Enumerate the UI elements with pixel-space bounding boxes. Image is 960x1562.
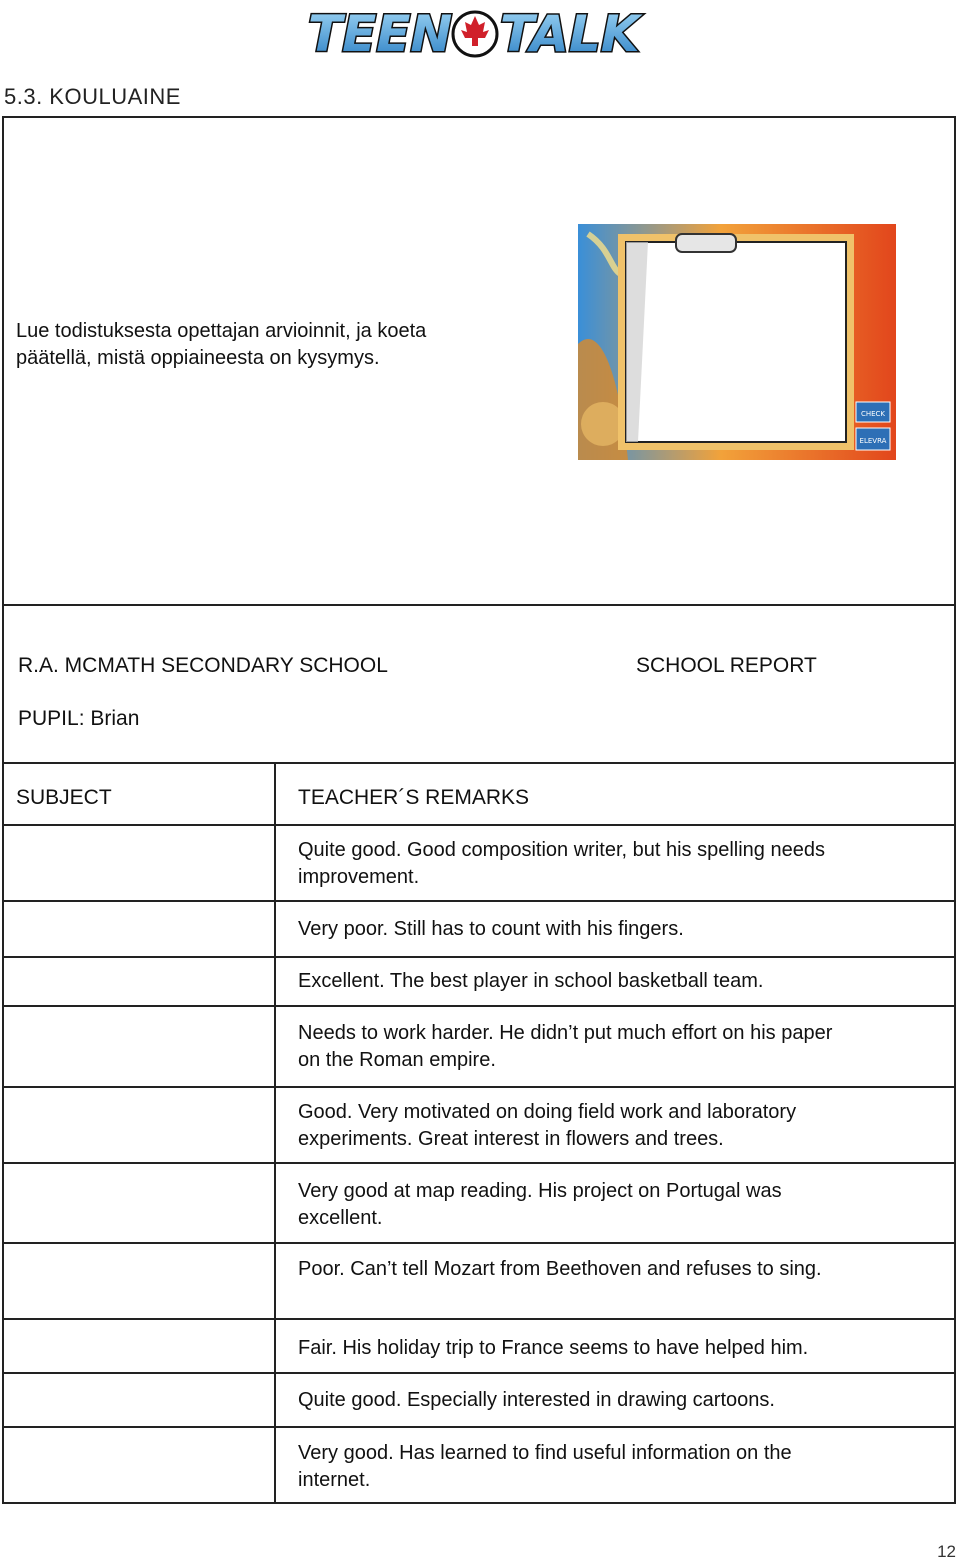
school-report <box>2 604 956 1504</box>
svg-text:TEEN: TEEN <box>308 5 453 62</box>
check-button-icon <box>856 402 890 422</box>
divider <box>4 900 954 902</box>
svg-text:TALK: TALK <box>500 5 640 62</box>
clipboard-illustration <box>578 224 896 460</box>
remark-row: Very good at map reading. His project on Portugal was excellent. <box>298 1180 782 1229</box>
divider <box>4 956 954 958</box>
remark-row: Very good. Has learned to find useful information on the internet. <box>298 1442 792 1491</box>
report-title: SCHOOL REPORT <box>636 654 817 677</box>
teentalk-logo-graphic <box>300 4 660 62</box>
column-header-remarks: TEACHER´S REMARKS <box>298 786 530 809</box>
svg-text:CHECK: CHECK <box>860 410 886 418</box>
remark-row: Good. Very motivated on doing field work and laboratory experiments. Great interest in flowers and trees. <box>298 1101 797 1150</box>
divider <box>4 1318 954 1320</box>
divider <box>4 1372 954 1374</box>
divider <box>4 1086 954 1088</box>
pupil-name: PUPIL: Brian <box>18 707 140 730</box>
remark-row: Quite good. Good composition writer, but his spelling needs improvement. <box>298 839 825 888</box>
teentalk-logo <box>300 4 660 62</box>
svg-text:ELEVRA: ELEVRA <box>859 437 887 445</box>
page-number: 12 <box>937 1542 956 1561</box>
divider <box>4 1162 954 1164</box>
school-name: R.A. MCMATH SECONDARY SCHOOL <box>18 654 388 677</box>
remark-row: Poor. Can’t tell Mozart from Beethoven and refuses to sing. <box>298 1258 822 1280</box>
remark-row: Fair. His holiday trip to France seems to have helped him. <box>298 1337 809 1359</box>
maple-leaf-icon <box>453 12 497 56</box>
remark-row: Quite good. Especially interested in drawing cartoons. <box>298 1389 775 1411</box>
divider <box>4 1242 954 1244</box>
divider <box>4 762 954 764</box>
remark-row: Excellent. The best player in school basketball team. <box>298 970 764 992</box>
remark-row: Needs to work harder. He didn’t put much effort on his paper on the Roman empire. <box>298 1022 833 1071</box>
divider <box>4 824 954 826</box>
elevra-button-icon <box>856 428 890 450</box>
divider <box>4 1005 954 1007</box>
task-instruction: Lue todistuksesta opettajan arvioinnit, ja koeta päätellä, mistä oppiaineesta on kysymys. <box>16 320 427 369</box>
section-title: 5.3. KOULUAINE <box>4 84 181 109</box>
divider <box>4 1426 954 1428</box>
column-header-subject: SUBJECT <box>16 786 112 809</box>
column-divider <box>274 762 276 1502</box>
remark-row: Very poor. Still has to count with his fingers. <box>298 918 684 940</box>
task-box <box>2 116 956 606</box>
